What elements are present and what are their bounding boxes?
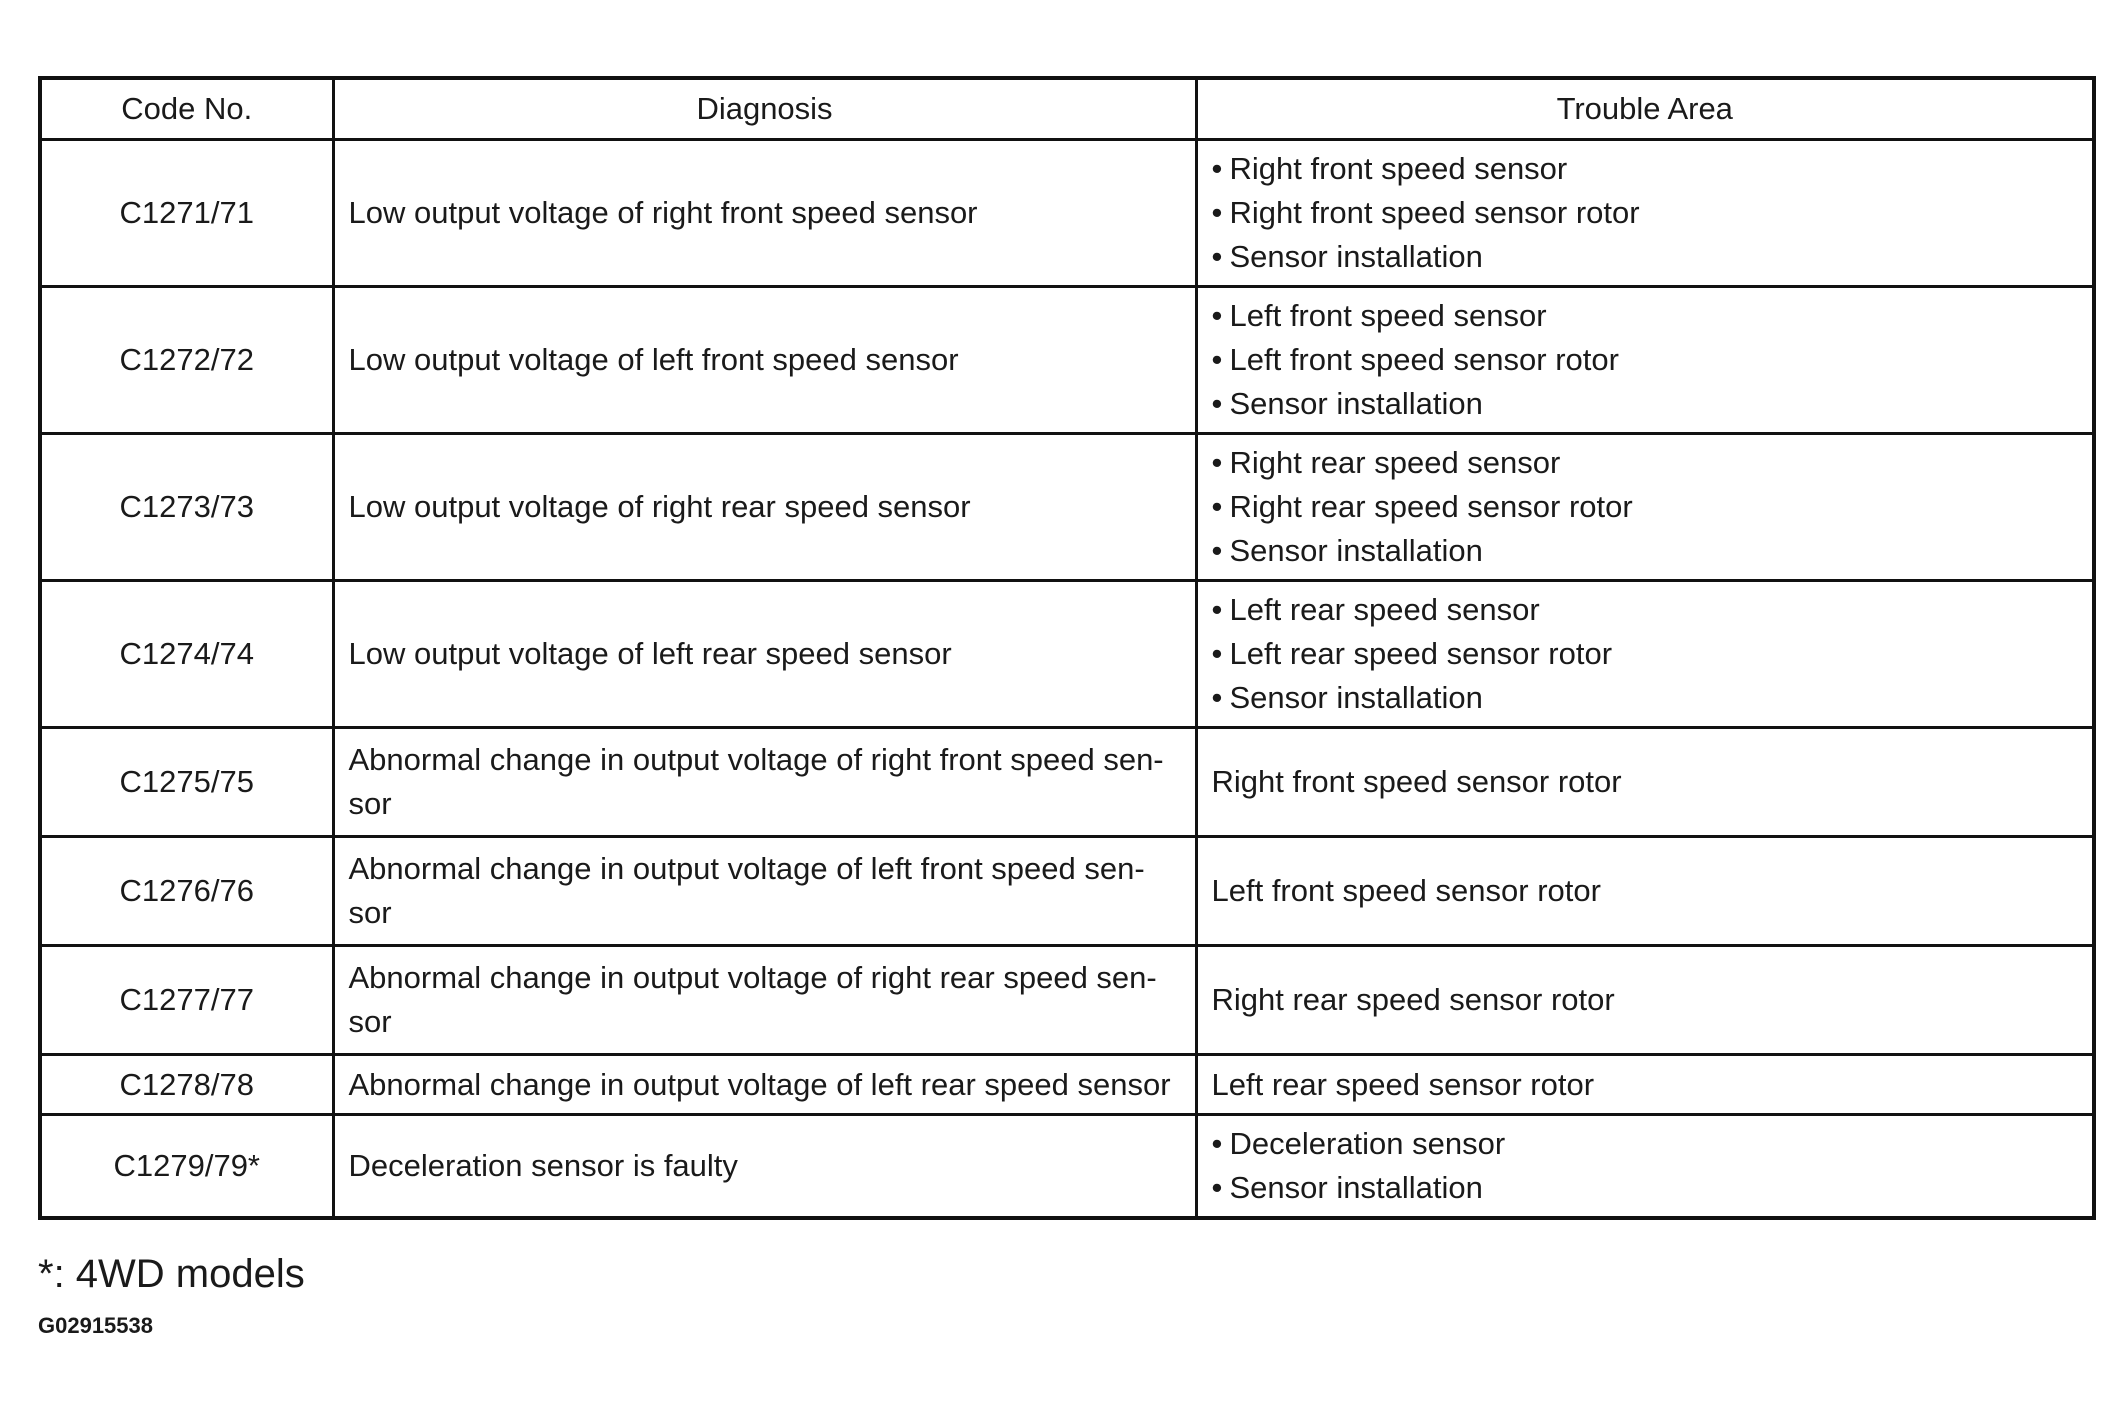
- diagnosis-cell: [333, 837, 1196, 946]
- diagnosis-line: Abnormal change in output voltage of right rear speed sen-: [348, 960, 1157, 995]
- footnote: *: 4WD models: [38, 1252, 305, 1296]
- trouble-area-cell: Left front speed sensor rotor: [1196, 837, 2094, 946]
- trouble-area-cell: Right rear speed sensor rotor: [1196, 946, 2094, 1055]
- code-cell: C1272/72: [40, 287, 333, 434]
- diagnosis-cell: Low output voltage of left front speed sensor: [333, 287, 1196, 434]
- diagnosis-cell: Low output voltage of left rear speed sensor: [333, 581, 1196, 728]
- diagnosis-line: sor: [348, 1004, 392, 1039]
- trouble-area-cell: [1196, 287, 2094, 434]
- trouble-area-item: • Right front speed sensor rotor: [1212, 191, 2079, 235]
- diagnosis-cell: Low output voltage of right front speed sensor: [333, 140, 1196, 287]
- code-cell: C1271/71: [40, 140, 333, 287]
- header-code-no: Code No.: [40, 78, 333, 140]
- trouble-area-item: • Sensor installation: [1212, 676, 2079, 720]
- trouble-area-list: [1212, 294, 2079, 426]
- trouble-area-cell: Right front speed sensor rotor: [1196, 728, 2094, 837]
- trouble-area-item: • Sensor installation: [1212, 382, 2079, 426]
- trouble-area-cell: Left rear speed sensor rotor: [1196, 1055, 2094, 1115]
- trouble-area-item: • Right front speed sensor: [1212, 147, 2079, 191]
- trouble-area-item: • Sensor installation: [1212, 529, 2079, 573]
- diagnosis-cell: Low output voltage of right rear speed sensor: [333, 434, 1196, 581]
- trouble-area-item: • Left front speed sensor: [1212, 294, 2079, 338]
- trouble-area-item: • Sensor installation: [1212, 1166, 2079, 1210]
- diagnostic-trouble-code-table: [38, 76, 2096, 1220]
- table-header-row: [40, 78, 2094, 140]
- table-row: [40, 434, 2094, 581]
- trouble-area-cell: [1196, 140, 2094, 287]
- code-cell: C1279/79*: [40, 1115, 333, 1219]
- diagnosis-line: sor: [348, 786, 392, 821]
- diagnosis-cell: Abnormal change in output voltage of left rear speed sensor: [333, 1055, 1196, 1115]
- trouble-area-item: • Right rear speed sensor rotor: [1212, 485, 2079, 529]
- trouble-area-list: [1212, 588, 2079, 720]
- trouble-area-item: • Right rear speed sensor: [1212, 441, 2079, 485]
- table-row: [40, 837, 2094, 946]
- diagnosis-cell: Deceleration sensor is faulty: [333, 1115, 1196, 1219]
- trouble-area-cell: [1196, 434, 2094, 581]
- diagnosis-line: Abnormal change in output voltage of right front speed sen-: [348, 742, 1164, 777]
- header-trouble-area: Trouble Area: [1196, 78, 2094, 140]
- table-row: [40, 946, 2094, 1055]
- trouble-area-item: • Left rear speed sensor: [1212, 588, 2079, 632]
- trouble-area-list: [1212, 1122, 2079, 1210]
- trouble-area-cell: [1196, 1115, 2094, 1219]
- table-row: [40, 581, 2094, 728]
- trouble-area-item: • Left front speed sensor rotor: [1212, 338, 2079, 382]
- code-cell: C1275/75: [40, 728, 333, 837]
- diagnosis-cell: [333, 728, 1196, 837]
- table-row: [40, 140, 2094, 287]
- trouble-area-item: • Left rear speed sensor rotor: [1212, 632, 2079, 676]
- code-cell: C1278/78: [40, 1055, 333, 1115]
- code-cell: C1273/73: [40, 434, 333, 581]
- diagnosis-line: Abnormal change in output voltage of left front speed sen-: [348, 851, 1145, 886]
- trouble-area-cell: [1196, 581, 2094, 728]
- trouble-area-list: [1212, 441, 2079, 573]
- code-cell: C1277/77: [40, 946, 333, 1055]
- table-row: [40, 728, 2094, 837]
- code-cell: C1274/74: [40, 581, 333, 728]
- diagnosis-line: sor: [348, 895, 392, 930]
- diagnosis-cell: [333, 946, 1196, 1055]
- code-cell: C1276/76: [40, 837, 333, 946]
- table-row: [40, 1115, 2094, 1219]
- figure-id: G02915538: [38, 1313, 153, 1338]
- trouble-area-item: • Deceleration sensor: [1212, 1122, 2079, 1166]
- trouble-area-list: [1212, 147, 2079, 279]
- header-diagnosis: Diagnosis: [333, 78, 1196, 140]
- table-row: [40, 1055, 2094, 1115]
- trouble-area-item: • Sensor installation: [1212, 235, 2079, 279]
- table-row: [40, 287, 2094, 434]
